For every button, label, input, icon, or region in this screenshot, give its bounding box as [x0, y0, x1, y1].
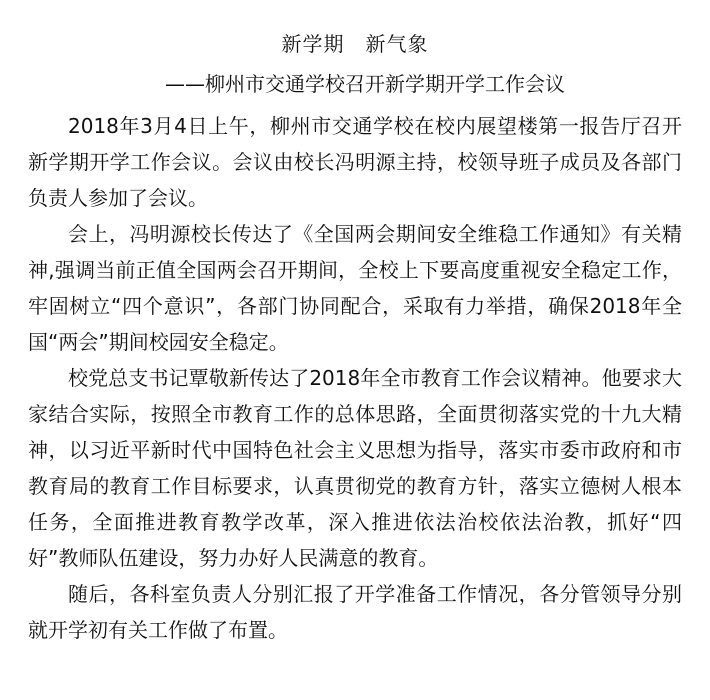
document-subtitle: ——柳州市交通学校召开新学期开学工作会议	[165, 72, 565, 96]
paragraph-education-conference: 校党总支书记覃敬新传达了2018年全市教育工作会议精神。他要求大家结合实际，按照全市教育工作的总体思路，全面贯彻落实党的十九大精神，以习近平新时代中国特色社会主义思想为指导，落实市委市政府和市教育局的教育工作目标要求，认真贯彻党的教育方针，落实立德树人根本任务，全面推进教育教学改革，深入推进依法治校依法治教，抓好“四好”教师队伍建设，努力办好人民满意的教育。	[28, 366, 682, 570]
paragraph-department-reports: 随后，各科室负责人分别汇报了开学准备工作情况，各分管领导分别就开学初有关工作做了布置。	[28, 582, 682, 642]
document-title: 新学期 新气象	[281, 32, 429, 56]
paragraph-safety-notice: 会上，冯明源校长传达了《全国两会期间安全维稳工作通知》有关精神,强调当前正值全国两会召开期间，全校上下要高度重视安全稳定工作，牢固树立“四个意识”，各部门协同配合，采取有力举措，确保2018年全国“两会”期间校园安全稳定。	[28, 222, 682, 354]
paragraph-meeting-intro: 2018年3月4日上午，柳州市交通学校在校内展望楼第一报告厅召开新学期开学工作会议。会议由校长冯明源主持，校领导班子成员及各部门负责人参加了会议。	[28, 114, 682, 210]
